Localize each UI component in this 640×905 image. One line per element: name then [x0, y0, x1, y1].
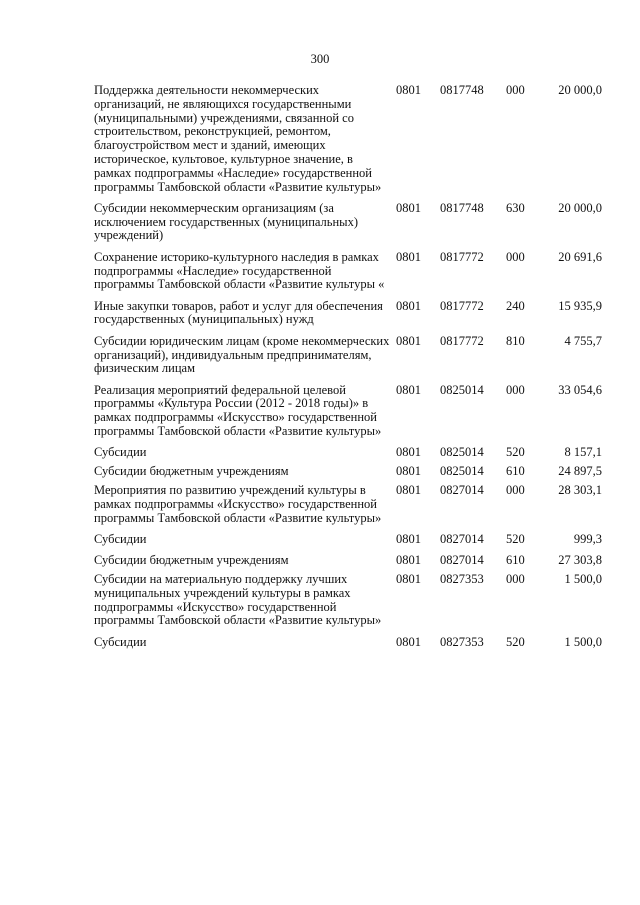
- row-name: Субсидии юридическим лицам (кроме некоммерческих организаций), индивидуальным предпринимателям, физическим лицам: [94, 333, 390, 376]
- row-section: 0801: [396, 571, 421, 586]
- row-section: 0801: [396, 634, 421, 649]
- row-type: 000: [506, 571, 525, 586]
- row-sum: 8 157,1: [564, 445, 602, 460]
- row-name: Субсидии: [94, 531, 147, 546]
- table-row: [94, 636, 602, 650]
- row-type: 000: [506, 83, 525, 97]
- row-section: 0801: [396, 464, 421, 479]
- row-section: 0801: [396, 200, 421, 215]
- page-number: 300: [310, 52, 330, 66]
- row-type: 000: [506, 482, 525, 497]
- row-code: 0827014: [440, 553, 484, 568]
- row-code: 0817748: [440, 200, 484, 215]
- row-name: Сохранение историко-культурного наследия в рамках подпрограммы «Наследие» государственной программы Тамбовской области «Развитие культуры «: [94, 249, 385, 292]
- row-code: 0825014: [440, 445, 484, 460]
- row-type: 810: [506, 333, 525, 348]
- row-section: 0801: [396, 83, 421, 97]
- table-row: [94, 335, 602, 376]
- row-name: Мероприятия по развитию учреждений культуры в рамках подпрограммы «Искусство» государственной программы Тамбовской области «Развитие культуры»: [94, 482, 382, 525]
- table-row: [94, 484, 602, 525]
- table-row: [94, 465, 602, 479]
- row-code: 0827353: [440, 571, 484, 586]
- row-sum: 999,3: [573, 531, 602, 546]
- row-sum: 27 303,8: [558, 553, 602, 568]
- row-sum: 24 897,5: [558, 464, 602, 479]
- row-type: 520: [506, 445, 525, 460]
- row-code: 0817772: [440, 249, 484, 264]
- row-name: Субсидии некоммерческим организациям (за исключением государственных (муниципальных) учреждений): [94, 200, 358, 243]
- row-type: 610: [506, 553, 525, 568]
- row-name: Субсидии: [94, 445, 147, 460]
- table-row: [94, 573, 602, 628]
- row-name: Субсидии на материальную поддержку лучших муниципальных учреждений культуры в рамках подпрограммы «Искусство» государственной программы Тамбовской области «Развитие культуры»: [94, 571, 382, 628]
- row-type: 520: [506, 634, 525, 649]
- row-section: 0801: [396, 553, 421, 568]
- budget-table: [94, 84, 602, 657]
- table-row: [94, 202, 602, 243]
- table-row: [94, 251, 602, 292]
- row-sum: 1 500,0: [564, 634, 602, 649]
- row-sum: 1 500,0: [564, 571, 602, 586]
- row-code: 0817772: [440, 333, 484, 348]
- row-name: Субсидии бюджетным учреждениям: [94, 464, 289, 479]
- row-name: Реализация мероприятий федеральной целевой программы «Культура России (2012 - 2018 годы)» в рамках подпрограммы «Искусство» государственной программы Тамбовской области «Развитие культуры»: [94, 382, 382, 439]
- row-name: Иные закупки товаров, работ и услуг для обеспечения государственных (муниципальных) нужд: [94, 298, 383, 327]
- row-code: 0825014: [440, 464, 484, 479]
- row-type: 630: [506, 200, 525, 215]
- row-sum: 20 691,6: [558, 249, 602, 264]
- table-row: [94, 384, 602, 439]
- table-row: [94, 533, 602, 547]
- table-row: [94, 84, 602, 194]
- row-code: 0817748: [440, 83, 484, 97]
- row-sum: 15 935,9: [558, 298, 602, 313]
- row-sum: 20 000,0: [558, 200, 602, 215]
- row-type: 240: [506, 298, 525, 313]
- table-row: [94, 554, 602, 568]
- row-type: 520: [506, 531, 525, 546]
- row-section: 0801: [396, 298, 421, 313]
- row-name: Поддержка деятельности некоммерческих организаций, не являющихся государственными (муниципальными) учреждениями, связанной со строительством, реконструкцией, ремонтом, благоустройством мест и зданий, имеющих историческое, культовое, культурное значение, в рамках подпрограммы «Наследие» государственной программы Тамбовской области «Развитие культуры»: [94, 83, 382, 194]
- row-section: 0801: [396, 482, 421, 497]
- table-row: [94, 300, 602, 328]
- row-code: 0827014: [440, 531, 484, 546]
- row-section: 0801: [396, 445, 421, 460]
- row-code: 0817772: [440, 298, 484, 313]
- row-sum: 33 054,6: [558, 382, 602, 397]
- row-section: 0801: [396, 333, 421, 348]
- row-name: Субсидии: [94, 634, 147, 649]
- row-code: 0827353: [440, 634, 484, 649]
- row-sum: 4 755,7: [564, 333, 602, 348]
- row-code: 0827014: [440, 482, 484, 497]
- row-type: 000: [506, 382, 525, 397]
- row-type: 610: [506, 464, 525, 479]
- row-section: 0801: [396, 382, 421, 397]
- row-code: 0825014: [440, 382, 484, 397]
- row-section: 0801: [396, 531, 421, 546]
- table-row: [94, 446, 602, 460]
- row-sum: 20 000,0: [558, 83, 602, 97]
- row-section: 0801: [396, 249, 421, 264]
- row-type: 000: [506, 249, 525, 264]
- row-name: Субсидии бюджетным учреждениям: [94, 553, 289, 568]
- row-sum: 28 303,1: [558, 482, 602, 497]
